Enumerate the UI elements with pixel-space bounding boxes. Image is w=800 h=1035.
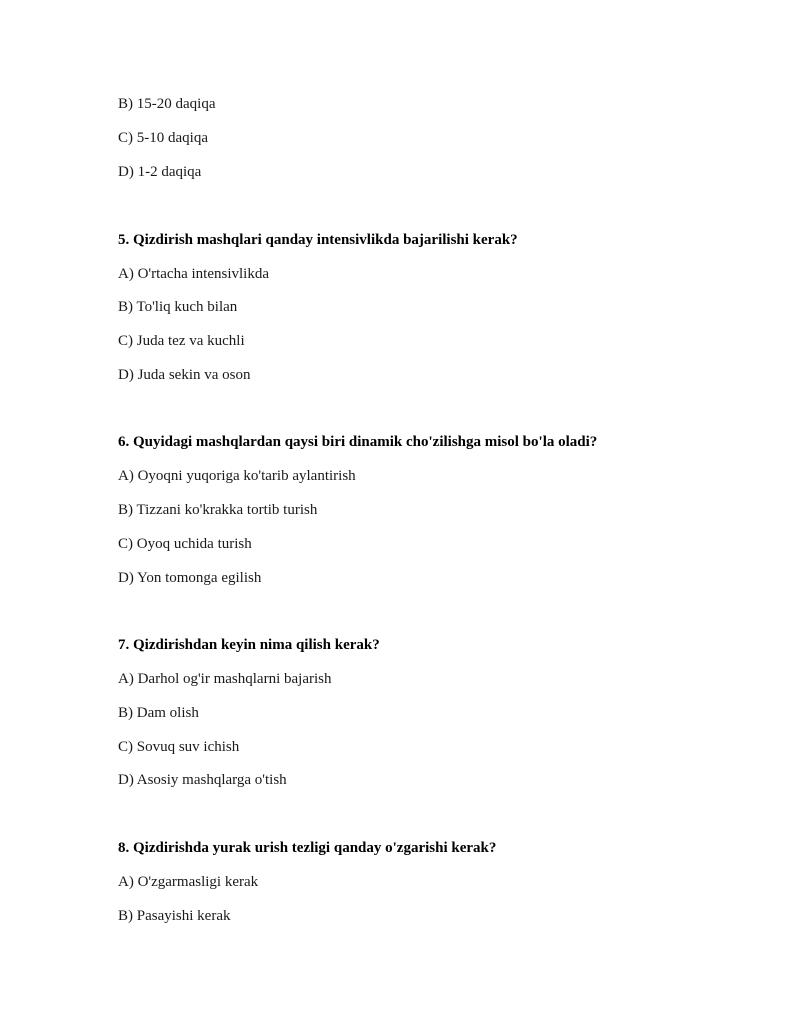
option-5a: A) O'rtacha intensivlikda — [118, 266, 269, 282]
option-7c: C) Sovuq suv ichish — [118, 739, 240, 755]
option-6a: A) Oyoqni yuqoriga ko'tarib aylantirish — [118, 468, 356, 484]
question-7: 7. Qizdirishdan keyin nima qilish kerak? — [118, 637, 380, 653]
option-7d: D) Asosiy mashqlarga o'tish — [118, 772, 287, 788]
question-6: 6. Quyidagi mashqlardan qaysi biri dinamik cho'zilishga misol bo'la oladi? — [118, 434, 598, 450]
option-4c: C) 5-10 daqiqa — [118, 130, 208, 146]
option-6c: C) Oyoq uchida turish — [118, 536, 252, 552]
option-4b: B) 15-20 daqiqa — [118, 96, 216, 112]
option-5d: D) Juda sekin va oson — [118, 367, 251, 383]
question-8: 8. Qizdirishda yurak urish tezligi qanday o'zgarishi kerak? — [118, 840, 497, 856]
option-6d: D) Yon tomonga egilish — [118, 570, 262, 586]
option-6b: B) Tizzani ko'krakka tortib turish — [118, 502, 318, 518]
option-8a: A) O'zgarmasligi kerak — [118, 874, 259, 890]
option-4d: D) 1-2 daqiqa — [118, 164, 202, 180]
option-7b: B) Dam olish — [118, 705, 199, 721]
option-5c: C) Juda tez va kuchli — [118, 333, 245, 349]
question-5: 5. Qizdirish mashqlari qanday intensivlikda bajarilishi kerak? — [118, 232, 518, 248]
option-5b: B) To'liq kuch bilan — [118, 299, 238, 315]
option-8b: B) Pasayishi kerak — [118, 908, 231, 924]
option-7a: A) Darhol og'ir mashqlarni bajarish — [118, 671, 332, 687]
